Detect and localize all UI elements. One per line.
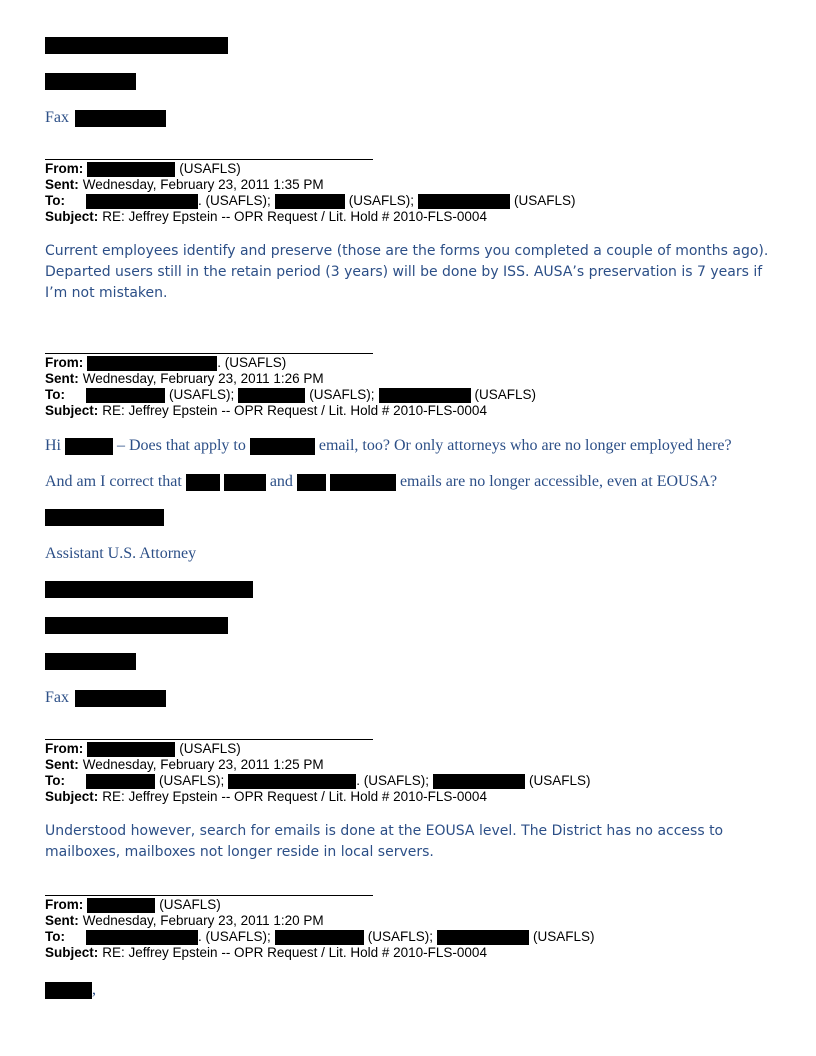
redaction-block (86, 930, 198, 945)
redaction-block (75, 690, 166, 707)
to-line (45, 773, 591, 789)
from-line (45, 161, 576, 177)
redaction-block (228, 774, 356, 789)
subject-line (45, 945, 595, 961)
body-text: email, too? Or only attorneys who are no longer employed here? (318, 437, 732, 454)
subject-value: RE: Jeffrey Epstein -- OPR Request / Lit. Hold # 2010-FLS-0004 (102, 403, 487, 418)
signature-title: Assistant U.S. Attorney (45, 545, 197, 562)
from-suffix: . (USAFLS) (217, 355, 287, 370)
redaction-block (87, 898, 155, 913)
to-line (45, 929, 595, 945)
redaction-block (238, 388, 305, 403)
email-body: Understood however, search for emails is done at the EOUSA level. The District has no access to mailboxes, mailboxes not longer reside in local servers. (45, 823, 724, 860)
subject-value: RE: Jeffrey Epstein -- OPR Request / Lit. Hold # 2010-FLS-0004 (102, 945, 487, 960)
from-label: From: (45, 355, 84, 370)
to-separator: . (USAFLS); (198, 193, 271, 208)
body-line (45, 436, 732, 456)
redaction-block (224, 474, 266, 491)
to-separator: (USAFLS); (169, 387, 235, 402)
email-header (45, 355, 536, 419)
redaction-block (330, 474, 396, 491)
to-separator: . (USAFLS); (356, 773, 430, 788)
separator-rule (45, 353, 373, 354)
from-suffix: (USAFLS) (159, 897, 221, 912)
redaction-block (379, 388, 471, 403)
redaction-block (87, 356, 217, 371)
redaction-block (45, 982, 92, 999)
to-line (45, 387, 536, 403)
fax-label: Fax (45, 109, 69, 126)
redaction-block (45, 73, 136, 90)
subject-label: Subject: (45, 403, 99, 418)
greeting-line (45, 980, 96, 1000)
sent-label: Sent: (45, 913, 79, 928)
fax-line (45, 688, 166, 708)
sent-value: Wednesday, February 23, 2011 1:26 PM (82, 371, 324, 386)
to-end: (USAFLS) (529, 773, 591, 788)
sent-label: Sent: (45, 177, 79, 192)
fax-line (45, 108, 166, 128)
body-text: – Does that apply to (117, 437, 246, 454)
subject-value: RE: Jeffrey Epstein -- OPR Request / Lit. Hold # 2010-FLS-0004 (102, 209, 487, 224)
body-text: emails are no longer accessible, even at EOUSA? (399, 473, 718, 490)
sent-label: Sent: (45, 757, 79, 772)
sent-value: Wednesday, February 23, 2011 1:20 PM (82, 913, 324, 928)
subject-label: Subject: (45, 789, 99, 804)
redaction-block (86, 388, 165, 403)
to-label: To: (45, 929, 65, 944)
to-separator: (USAFLS); (367, 929, 434, 944)
from-suffix: (USAFLS) (179, 161, 241, 176)
to-line (45, 193, 576, 209)
redaction-block (418, 194, 510, 209)
subject-label: Subject: (45, 945, 99, 960)
separator-rule (45, 739, 373, 740)
redaction-block (45, 509, 164, 526)
greeting-punct: , (92, 981, 96, 998)
sent-line (45, 371, 536, 387)
body-text: And am I correct that (45, 473, 182, 490)
redaction-block (433, 774, 525, 789)
sent-line (45, 913, 595, 929)
sent-value: Wednesday, February 23, 2011 1:25 PM (82, 757, 324, 772)
fax-label: Fax (45, 689, 69, 706)
from-line (45, 897, 595, 913)
subject-label: Subject: (45, 209, 99, 224)
from-label: From: (45, 161, 84, 176)
to-end: (USAFLS) (533, 929, 595, 944)
redaction-block (86, 194, 198, 209)
email-header (45, 897, 595, 961)
redaction-block (437, 930, 529, 945)
to-separator: (USAFLS); (348, 193, 415, 208)
to-end: (USAFLS) (474, 387, 537, 402)
subject-line (45, 403, 536, 419)
sent-line (45, 177, 576, 193)
email-body: Current employees identify and preserve (those are the forms you completed a couple of months ago). Departed users still in the retain period (3 years) will be done by ISS. AUSA’s preservation is 7 years if I’m not mistaken. (45, 243, 769, 301)
to-separator: (USAFLS); (159, 773, 225, 788)
from-label: From: (45, 897, 84, 912)
from-line (45, 741, 591, 757)
email-header (45, 161, 576, 225)
redaction-block (45, 653, 136, 670)
subject-line (45, 209, 576, 225)
body-line (45, 472, 717, 492)
redaction-block (250, 438, 315, 455)
email-header (45, 741, 591, 805)
redaction-block (45, 581, 253, 598)
from-line (45, 355, 536, 371)
to-separator: (USAFLS); (309, 387, 375, 402)
redaction-block (87, 162, 175, 177)
separator-rule (45, 895, 373, 896)
redaction-block (65, 438, 113, 455)
from-label: From: (45, 741, 84, 756)
subject-value: RE: Jeffrey Epstein -- OPR Request / Lit. Hold # 2010-FLS-0004 (102, 789, 487, 804)
subject-line (45, 789, 591, 805)
to-label: To: (45, 387, 65, 402)
redaction-block (45, 37, 228, 54)
to-end: (USAFLS) (514, 193, 576, 208)
redaction-block (275, 930, 364, 945)
redaction-block (86, 774, 155, 789)
sent-label: Sent: (45, 371, 79, 386)
sent-value: Wednesday, February 23, 2011 1:35 PM (82, 177, 324, 192)
body-text: Hi (45, 437, 61, 454)
sent-line (45, 757, 591, 773)
separator-rule (45, 159, 373, 160)
redaction-block (297, 474, 326, 491)
redaction-block (275, 194, 345, 209)
body-text: and (269, 473, 293, 490)
to-label: To: (45, 193, 65, 208)
to-separator: . (USAFLS); (198, 929, 271, 944)
to-label: To: (45, 773, 65, 788)
redaction-block (45, 617, 228, 634)
redaction-block (75, 110, 166, 127)
from-suffix: (USAFLS) (179, 741, 241, 756)
redaction-block (186, 474, 220, 491)
redaction-block (87, 742, 175, 757)
